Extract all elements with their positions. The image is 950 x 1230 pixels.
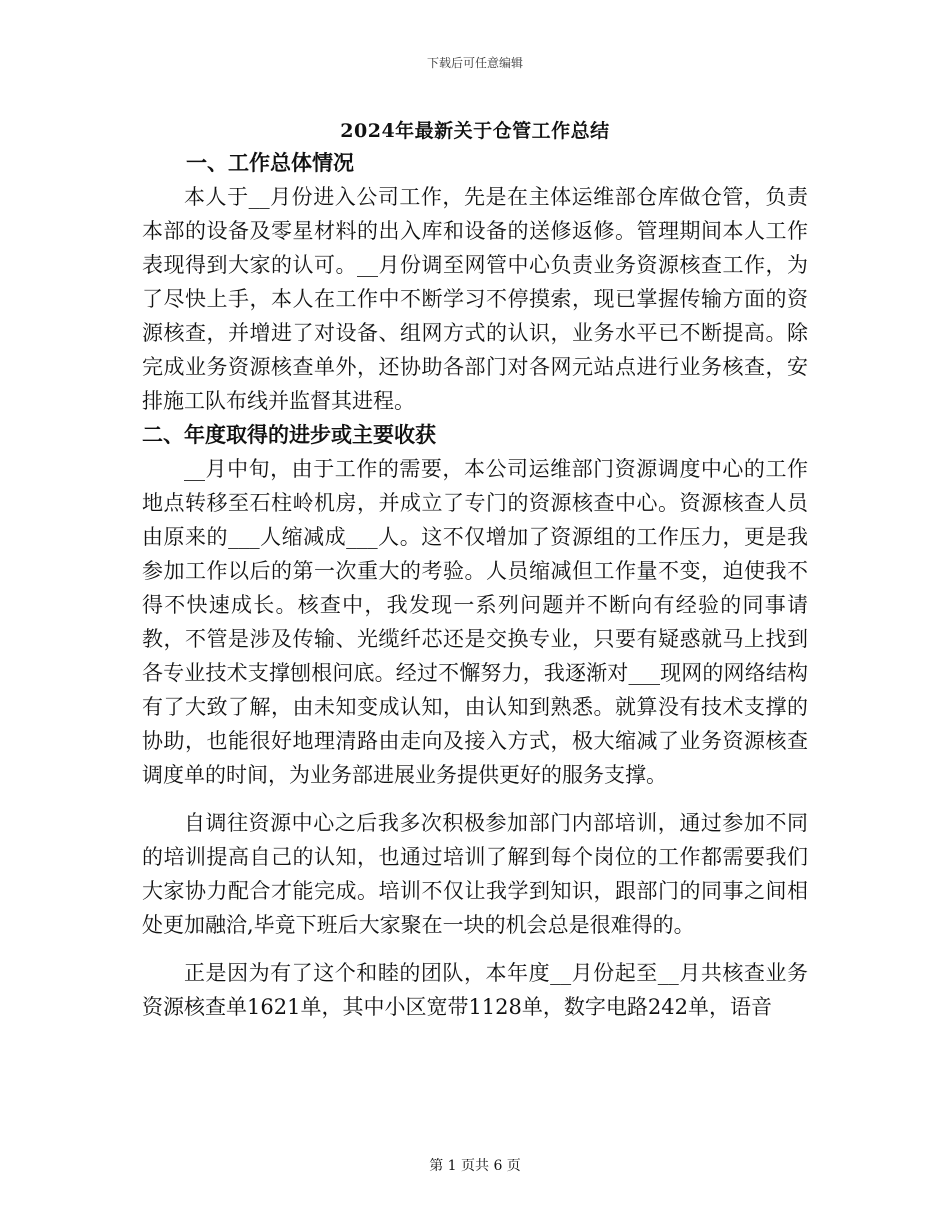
section-heading: 二、年度取得的进步或主要收获 (142, 422, 436, 447)
page-footer: 第 1 页共 6 页 (429, 1158, 521, 1174)
document-title: 2024年最新关于仓管工作总结 (340, 120, 610, 142)
paragraph: __月中旬，由于工作的需要，本公司运维部门资源调度中心的工作地点转移至石柱岭机房，并成立了专门的资源核查中心。资源核查人员由原来的___人缩减成___人。这不仅增加了资源组的工作压力，更是我参加工作以后的第一次重大的考验。人员缩减但工作量不变，迫使我不得不快速成长。核查中，我发现一系列问题并不断向有经验的同事请教，不管是涉及传输、光缆纤芯还是交换专业，只要有疑惑就马上找到各专业技术支撑刨根问底。经过不懈努力，我逐渐对___现网的网络结构有了大致了解，由未知变成认知，由认知到熟悉。就算没有技术支撑的协助，也能很好地理清路由走向及接入方式，极大缩减了业务资源核查调度单的时间，为业务部进展业务提供更好的服务支撑。 (142, 457, 808, 787)
header-note: 下载后可任意编辑 (426, 56, 523, 70)
paragraph: 自调往资源中心之后我多次积极参加部门内部培训，通过参加不同的培训提高自己的认知，也通过培训了解到每个岗位的工作都需要我们大家协力配合才能完成。培训不仅让我学到知识，跟部门的同事之间相处更加融洽,毕竟下班后大家聚在一块的机会总是很难得的。 (142, 811, 808, 937)
paragraph: 正是因为有了这个和睦的团队，本年度__月份起至__月共核查业务资源核查单1621单，其中小区宽带1128单，数字电路242单，语音 (142, 961, 808, 1019)
section-heading: 一、工作总体情况 (186, 150, 354, 175)
paragraph: 本人于__月份进入公司工作，先是在主体运维部仓库做仓管，负责本部的设备及零星材料的出入库和设备的送修返修。管理期间本人工作表现得到大家的认可。__月份调至网管中心负责业务资源核查工作，为了尽快上手，本人在工作中不断学习不停摸索，现已掌握传输方面的资源核查，并增进了对设备、组网方式的认识，业务水平已不断提高。除完成业务资源核查单外，还协助各部门对各网元站点进行业务核查，安排施工队布线并监督其进程。 (142, 185, 808, 413)
document-body (142, 146, 808, 1024)
